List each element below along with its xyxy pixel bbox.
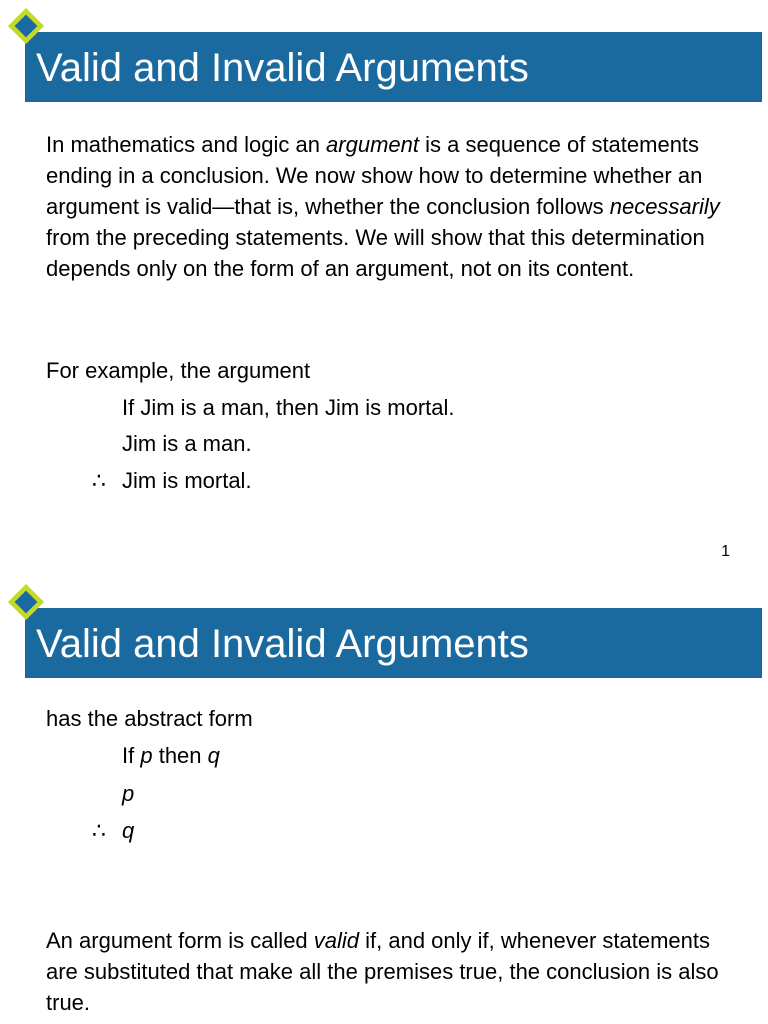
slide-2 <box>0 576 768 1024</box>
form-conclusion: q <box>122 818 135 843</box>
intro-paragraph: In mathematics and logic an argument is a sequence of statements ending in a conclusion. We now show how to determine whether an argument is valid—that is, whether the conclusion follows necessarily from the preceding statements. We will show that this determination depends only on the form of an argument, not on its content. <box>46 132 720 281</box>
therefore-symbol: ∴ <box>92 468 106 493</box>
premise-2: Jim is a man. <box>122 431 252 456</box>
form-premise-2: p <box>122 781 135 806</box>
conclusion: Jim is mortal. <box>122 468 252 493</box>
page-number: 1 <box>721 543 730 560</box>
form-lead: has the abstract form <box>46 706 253 731</box>
form-premise-1: If p then q <box>122 743 220 768</box>
example-lead: For example, the argument <box>46 358 311 383</box>
slide-title: Valid and Invalid Arguments <box>36 622 529 666</box>
premise-1: If Jim is a man, then Jim is mortal. <box>122 395 455 420</box>
slide-title: Valid and Invalid Arguments <box>36 46 529 90</box>
definition-paragraph: An argument form is called valid if, and only if, whenever statements are substituted that make all the premises true, the conclusion is also true. <box>46 928 719 1015</box>
diamond-logo-icon <box>7 583 45 621</box>
diamond-logo-icon <box>7 7 45 45</box>
therefore-symbol: ∴ <box>92 818 106 843</box>
